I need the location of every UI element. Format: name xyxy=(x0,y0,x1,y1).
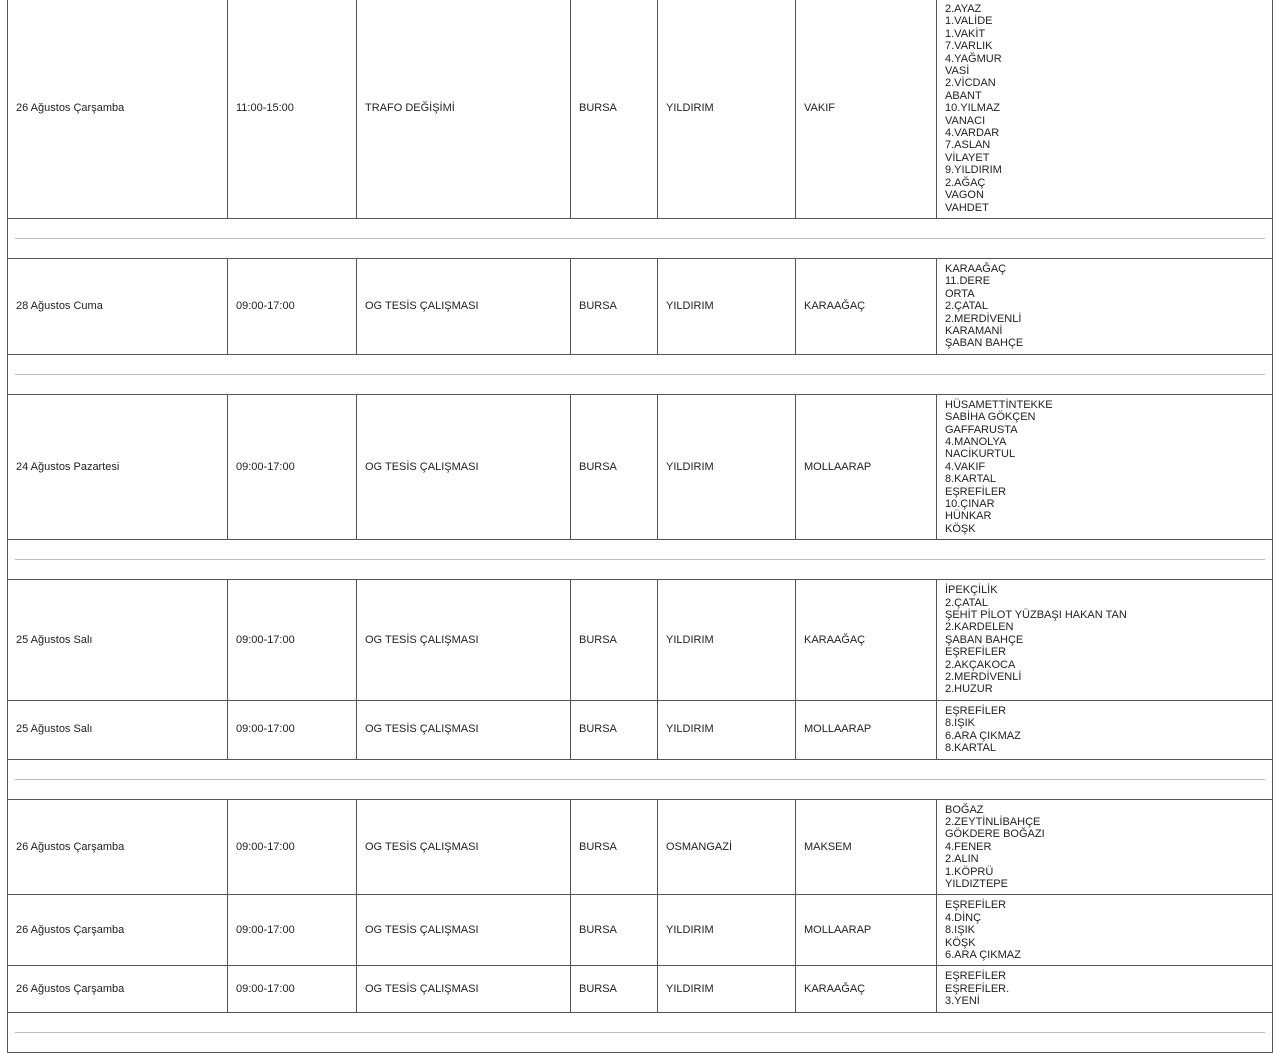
city-cell: BURSA xyxy=(571,799,658,895)
time-cell: 09:00-17:00 xyxy=(228,799,357,895)
neighborhood-cell: VAKIF xyxy=(796,0,937,218)
street-name: VASİ xyxy=(945,65,970,78)
outage-row xyxy=(8,580,1273,701)
neighborhood-cell: KARAAĞAÇ xyxy=(796,258,937,354)
work-type-cell: OG TESİS ÇALIŞMASI xyxy=(357,394,571,539)
date-cell: 26 Ağustos Çarşamba xyxy=(8,799,228,895)
city-cell: BURSA xyxy=(571,895,658,966)
district-cell: YILDIRIM xyxy=(658,0,796,218)
separator-cell xyxy=(8,759,1273,799)
streets-cell xyxy=(937,700,1273,759)
outage-row xyxy=(8,700,1273,759)
separator-line xyxy=(15,559,1265,560)
streets-cell xyxy=(937,580,1273,701)
outage-table xyxy=(7,0,1273,1053)
work-type-cell: OG TESİS ÇALIŞMASI xyxy=(357,799,571,895)
separator-cell xyxy=(8,354,1273,394)
time-cell: 09:00-17:00 xyxy=(228,580,357,701)
street-name: NACİKURTUL xyxy=(945,448,1016,461)
time-cell: 09:00-17:00 xyxy=(228,966,357,1012)
work-type-cell: OG TESİS ÇALIŞMASI xyxy=(357,580,571,701)
neighborhood-cell: MOLLAARAP xyxy=(796,700,937,759)
street-name: KARAAĞAÇ xyxy=(945,262,1007,275)
streets-cell xyxy=(937,0,1273,218)
separator-row xyxy=(8,759,1273,799)
street-name: 10.ÇINAR xyxy=(945,498,995,510)
street-name: BOĞAZ xyxy=(945,803,984,816)
outage-row xyxy=(8,394,1273,539)
streets-cell xyxy=(937,799,1273,895)
neighborhood-cell: MAKSEM xyxy=(796,799,937,895)
street-name: 11.DERE xyxy=(945,275,991,288)
street-name: 2.ÇATAL xyxy=(945,596,988,609)
street-name: İPEKÇİLİK xyxy=(945,584,998,597)
street-name: 2.AYAZ xyxy=(945,3,982,15)
time-cell: 09:00-17:00 xyxy=(228,258,357,354)
separator-line xyxy=(15,238,1265,239)
street-name: 2.MERDİVENLİ xyxy=(945,671,1022,684)
neighborhood-cell: KARAAĞAÇ xyxy=(796,966,937,1012)
district-cell: YILDIRIM xyxy=(658,700,796,759)
street-name: ŞEHİT PİLOT YÜZBAŞI HAKAN TAN xyxy=(945,609,1127,622)
street-name: 2.MERDİVENLİ xyxy=(945,312,1022,325)
streets-cell xyxy=(937,258,1273,354)
city-cell: BURSA xyxy=(571,700,658,759)
street-name: EŞREFİLER xyxy=(945,899,1007,912)
time-cell: 09:00-17:00 xyxy=(228,895,357,966)
street-name: KÖŞK xyxy=(945,522,976,535)
streets-cell xyxy=(937,394,1273,539)
street-name: 2.AKÇAKOCA xyxy=(945,658,1016,671)
district-cell: YILDIRIM xyxy=(658,895,796,966)
street-name: EŞREFİLER xyxy=(945,646,1007,659)
district-cell: YILDIRIM xyxy=(658,258,796,354)
street-name: EŞREFİLER xyxy=(945,485,1007,498)
neighborhood-cell: KARAAĞAÇ xyxy=(796,580,937,701)
street-name: KÖŞK xyxy=(945,936,976,949)
street-name: VANACI xyxy=(945,114,986,127)
street-name: ABANT xyxy=(945,89,982,102)
street-name: 7.VARLIK xyxy=(945,40,993,53)
neighborhood-cell: MOLLAARAP xyxy=(796,895,937,966)
street-name: 3.YENİ xyxy=(945,995,980,1008)
city-cell: BURSA xyxy=(571,0,658,218)
date-cell: 26 Ağustos Çarşamba xyxy=(8,0,228,218)
street-name: 4.VAKIF xyxy=(945,460,986,473)
work-type-cell: OG TESİS ÇALIŞMASI xyxy=(357,700,571,759)
street-name: 9.YILDIRIM xyxy=(945,164,1002,177)
street-name: 4.YAĞMUR xyxy=(945,52,1002,65)
separator-cell xyxy=(8,1012,1273,1052)
outage-row xyxy=(8,895,1273,966)
work-type-cell: TRAFO DEĞİŞİMİ xyxy=(357,0,571,218)
street-name: 4.DİNÇ xyxy=(945,911,982,924)
city-cell: BURSA xyxy=(571,394,658,539)
date-cell: 26 Ağustos Çarşamba xyxy=(8,895,228,966)
street-name: HÜNKAR xyxy=(945,510,992,523)
street-name: ORTA xyxy=(945,287,975,300)
street-name: 2.KARDELEN xyxy=(945,621,1014,634)
separator-cell xyxy=(8,218,1273,258)
street-name: 1.VALİDE xyxy=(945,15,993,28)
street-name: 10.YILMAZ xyxy=(945,102,1001,115)
street-name: 4.VARDAR xyxy=(945,127,1000,140)
street-name: EŞREFİLER xyxy=(945,704,1007,717)
outage-table-body xyxy=(8,0,1273,1052)
outage-row xyxy=(8,258,1273,354)
district-cell: OSMANGAZİ xyxy=(658,799,796,895)
work-type-cell: OG TESİS ÇALIŞMASI xyxy=(357,258,571,354)
street-name: ŞABAN BAHÇE xyxy=(945,633,1024,646)
street-name: SABİHA GÖKÇEN xyxy=(945,411,1036,424)
separator-row xyxy=(8,218,1273,258)
street-name: 6.ARA ÇIKMAZ xyxy=(945,729,1021,742)
street-name: 8.KARTAL xyxy=(945,742,996,755)
street-name: 8.IŞIK xyxy=(945,924,975,937)
date-cell: 26 Ağustos Çarşamba xyxy=(8,966,228,1012)
street-name: KARAMANİ xyxy=(945,324,1003,337)
street-name: 2.VİCDAN xyxy=(945,77,996,90)
outage-row xyxy=(8,966,1273,1012)
street-name: YILDIZTEPE xyxy=(945,877,1008,890)
street-name: 2.ÇATAL xyxy=(945,300,988,313)
district-cell: YILDIRIM xyxy=(658,966,796,1012)
street-name: GAFFARUSTA xyxy=(945,423,1018,436)
street-name: HÜSAMETTİNTEKKE xyxy=(945,398,1053,411)
time-cell: 11:00-15:00 xyxy=(228,0,357,218)
date-cell: 28 Ağustos Cuma xyxy=(8,258,228,354)
outage-row xyxy=(8,0,1273,218)
time-cell: 09:00-17:00 xyxy=(228,394,357,539)
street-name: 6.ARA ÇIKMAZ xyxy=(945,948,1021,961)
street-name: 2.ALIN xyxy=(945,853,979,866)
street-name: 7.ASLAN xyxy=(945,139,991,152)
separator-line xyxy=(15,779,1265,780)
neighborhood-cell: MOLLAARAP xyxy=(796,394,937,539)
date-cell: 24 Ağustos Pazartesi xyxy=(8,394,228,539)
city-cell: BURSA xyxy=(571,966,658,1012)
separator-cell xyxy=(8,540,1273,580)
street-name: VİLAYET xyxy=(945,151,990,164)
district-cell: YILDIRIM xyxy=(658,580,796,701)
street-name: EŞREFİLER xyxy=(945,970,1007,983)
date-cell: 25 Ağustos Salı xyxy=(8,580,228,701)
street-name: VAHDET xyxy=(945,201,989,214)
street-name: 4.MANOLYA xyxy=(945,435,1007,448)
outage-table-container xyxy=(7,0,1272,1053)
separator-line xyxy=(15,1032,1265,1033)
street-name: 8.IŞIK xyxy=(945,717,975,730)
separator-row xyxy=(8,1012,1273,1052)
streets-cell xyxy=(937,895,1273,966)
city-cell: BURSA xyxy=(571,580,658,701)
city-cell: BURSA xyxy=(571,258,658,354)
street-name: 1.KÖPRÜ xyxy=(945,865,994,878)
street-name: 2.HUZUR xyxy=(945,683,993,696)
time-cell: 09:00-17:00 xyxy=(228,700,357,759)
work-type-cell: OG TESİS ÇALIŞMASI xyxy=(357,966,571,1012)
street-name: 1.VAKİT xyxy=(945,27,986,40)
street-name: 2.ZEYTİNLİBAHÇE xyxy=(945,815,1041,828)
work-type-cell: OG TESİS ÇALIŞMASI xyxy=(357,895,571,966)
street-name: 8.KARTAL xyxy=(945,473,996,486)
district-cell: YILDIRIM xyxy=(658,394,796,539)
street-name: EŞREFİLER. xyxy=(945,982,1010,995)
separator-row xyxy=(8,354,1273,394)
street-name: GÖKDERE BOĞAZI xyxy=(945,828,1045,841)
separator-row xyxy=(8,540,1273,580)
outage-row xyxy=(8,799,1273,895)
streets-cell xyxy=(937,966,1273,1012)
street-name: VAGON xyxy=(945,189,984,202)
date-cell: 25 Ağustos Salı xyxy=(8,700,228,759)
street-name: 2.AĞAÇ xyxy=(945,176,986,189)
street-name: ŞABAN BAHÇE xyxy=(945,337,1024,350)
separator-line xyxy=(15,374,1265,375)
street-name: 4.FENER xyxy=(945,840,992,853)
